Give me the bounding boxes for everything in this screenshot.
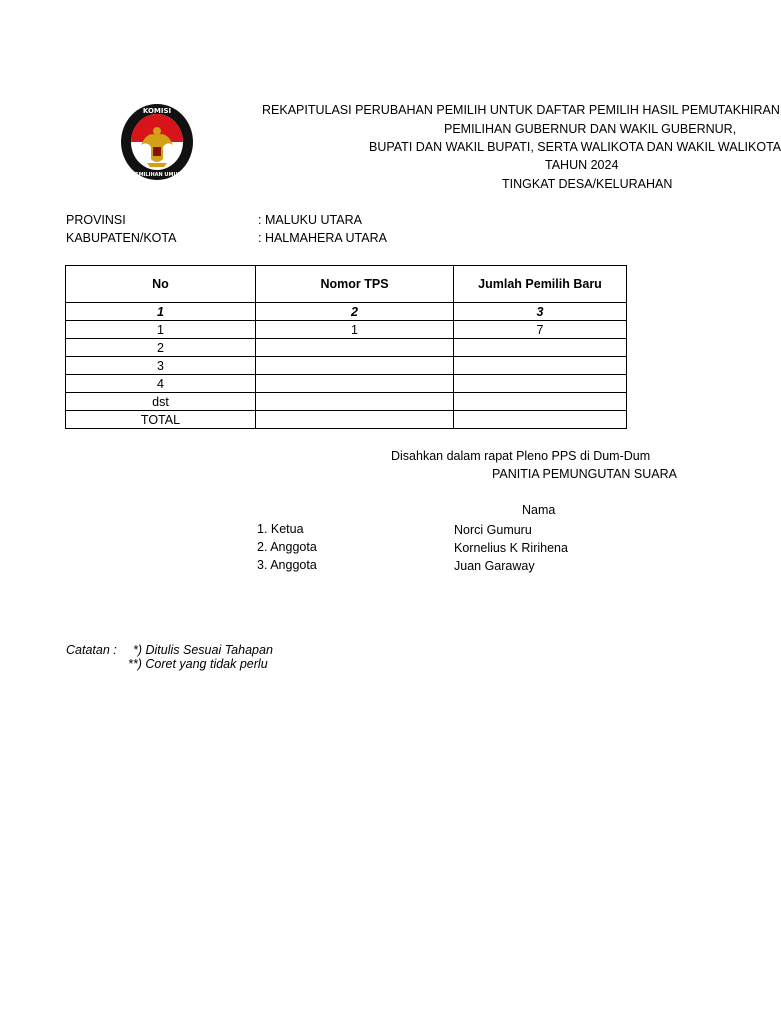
cell-nomor-tps: 1	[256, 321, 454, 339]
header-line-4: TAHUN 2024	[545, 158, 619, 172]
index-cell: 2	[256, 303, 454, 321]
header-line-3: BUPATI DAN WAKIL BUPATI, SERTA WALIKOTA DAN WAKIL WALIKOTA	[369, 140, 781, 154]
cell-nomor-tps	[256, 411, 454, 429]
table-row	[66, 339, 627, 357]
approval-line-2: PANITIA PEMUNGUTAN SUARA	[492, 467, 677, 481]
column-index-row	[66, 303, 627, 321]
logo-text-top: KOMISI	[142, 107, 172, 115]
kabupaten-label: KABUPATEN/KOTA	[66, 231, 177, 245]
index-cell: 1	[66, 303, 256, 321]
header-line-5: TINGKAT DESA/KELURAHAN	[502, 177, 673, 191]
header-line-2: PEMILIHAN GUBERNUR DAN WAKIL GUBERNUR,	[444, 122, 737, 136]
member-name: Kornelius K Ririhena	[454, 541, 568, 555]
cell-no: dst	[66, 393, 256, 411]
header-nomor-tps: Nomor TPS	[256, 266, 454, 303]
member-name: Juan Garaway	[454, 559, 535, 573]
nama-label: Nama	[522, 503, 556, 517]
catatan-note-1: *) Ditulis Sesuai Tahapan	[133, 643, 273, 657]
cell-nomor-tps	[256, 393, 454, 411]
rekap-table	[65, 265, 627, 429]
cell-jumlah: 7	[454, 321, 627, 339]
cell-jumlah	[454, 357, 627, 375]
catatan-label: Catatan :	[66, 643, 117, 657]
table-row	[66, 393, 627, 411]
logo-text-bottom: PEMILIHAN UMUM	[131, 172, 183, 178]
header-line-1: REKAPITULASI PERUBAHAN PEMILIH UNTUK DAFTAR PEMILIH HASIL PEMUTAKHIRAN	[262, 103, 780, 117]
cell-total-label: TOTAL	[66, 411, 256, 429]
member-name: Norci Gumuru	[454, 523, 532, 537]
table-row	[66, 357, 627, 375]
table-header-row	[66, 266, 627, 303]
cell-nomor-tps	[256, 339, 454, 357]
cell-jumlah	[454, 411, 627, 429]
cell-jumlah	[454, 339, 627, 357]
member-role: 1. Ketua	[257, 522, 304, 536]
provinsi-label: PROVINSI	[66, 213, 126, 227]
member-role: 3. Anggota	[257, 558, 317, 572]
kpu-logo	[117, 101, 197, 183]
cell-nomor-tps	[256, 357, 454, 375]
header-no: No	[66, 266, 256, 303]
catatan-note-2: **) Coret yang tidak perlu	[128, 657, 268, 671]
cell-no: 4	[66, 375, 256, 393]
kabupaten-value: : HALMAHERA UTARA	[258, 231, 387, 245]
header-jumlah-pemilih-baru: Jumlah Pemilih Baru	[454, 266, 627, 303]
cell-jumlah	[454, 393, 627, 411]
cell-no: 1	[66, 321, 256, 339]
table-total-row	[66, 411, 627, 429]
index-cell: 3	[454, 303, 627, 321]
table-row	[66, 321, 627, 339]
member-role: 2. Anggota	[257, 540, 317, 554]
approval-line-1: Disahkan dalam rapat Pleno PPS di Dum-Dum	[391, 449, 651, 463]
table-row	[66, 375, 627, 393]
provinsi-value: : MALUKU UTARA	[258, 213, 362, 227]
cell-nomor-tps	[256, 375, 454, 393]
cell-jumlah	[454, 375, 627, 393]
cell-no: 2	[66, 339, 256, 357]
cell-no: 3	[66, 357, 256, 375]
